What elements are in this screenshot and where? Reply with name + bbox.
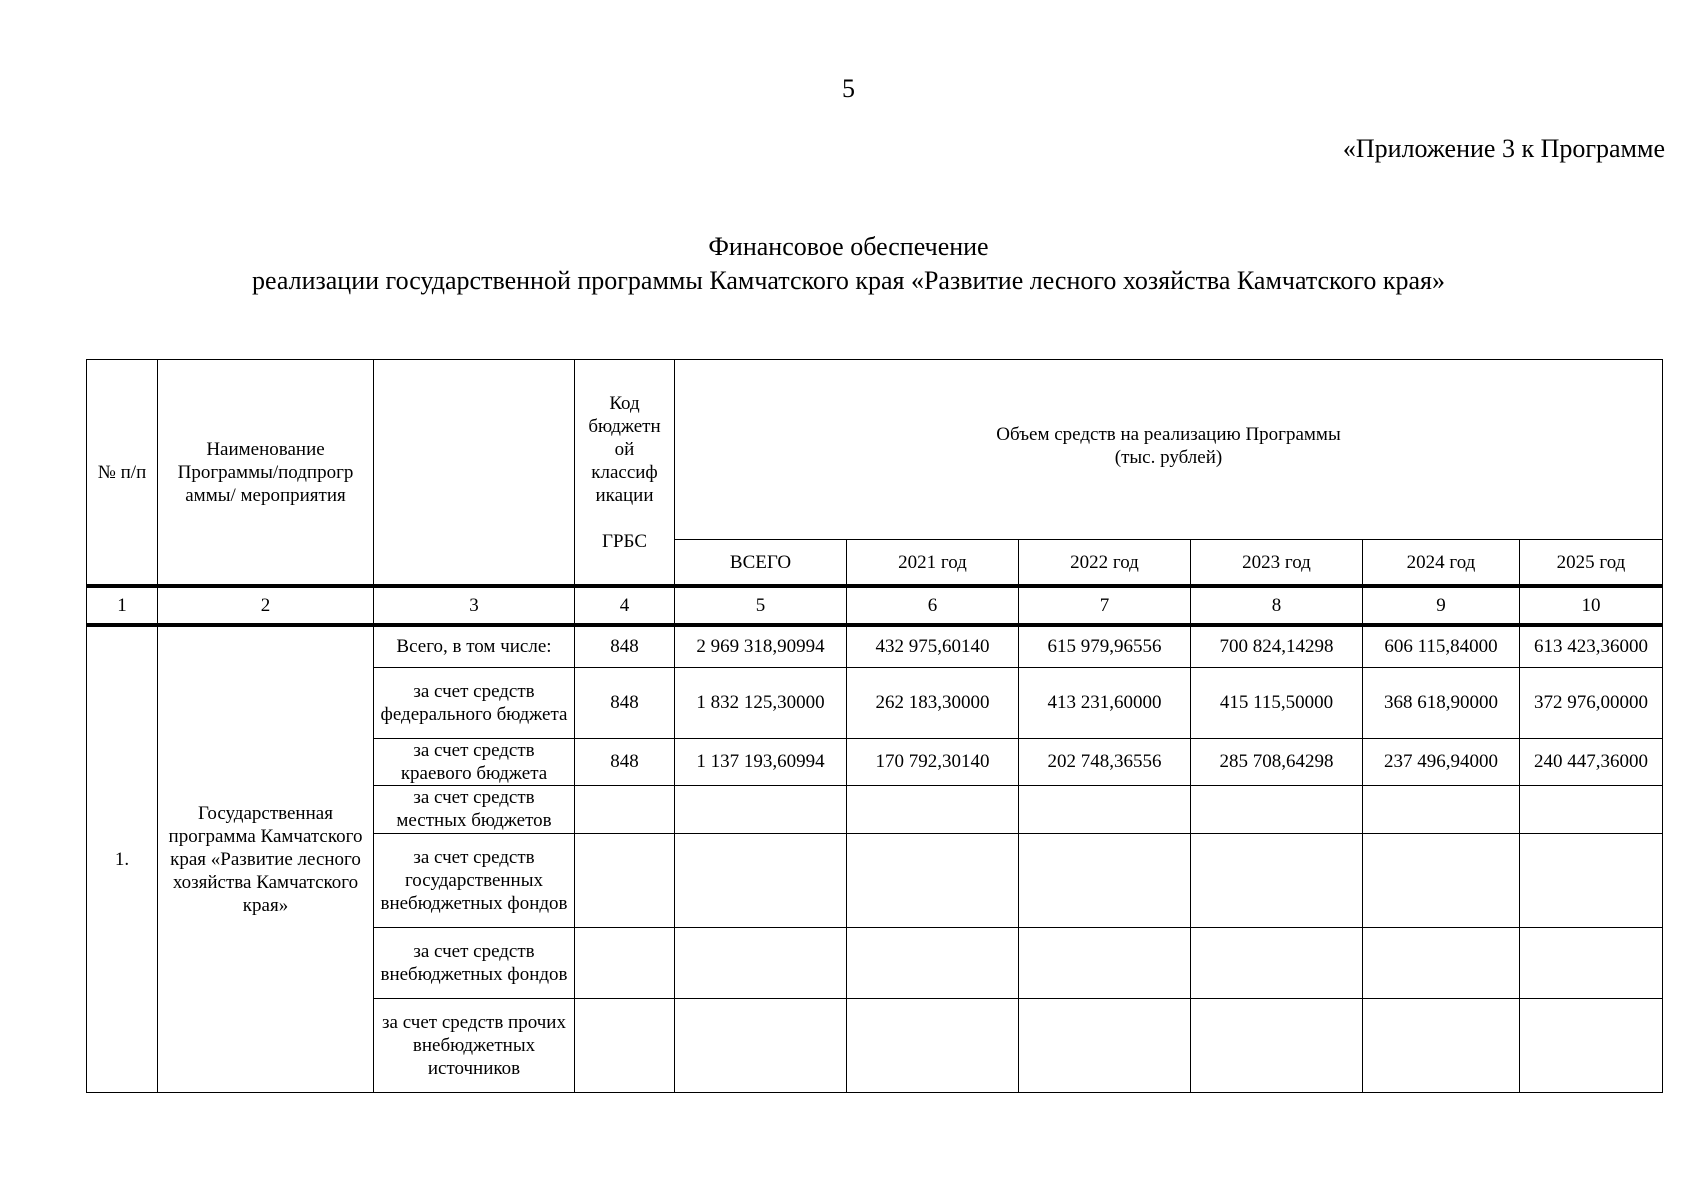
value-2023 <box>1191 998 1363 1092</box>
grbs-code <box>575 927 675 998</box>
value-total: 2 969 318,90994 <box>675 625 847 667</box>
value-2022 <box>1019 785 1191 833</box>
header-grbs: ГРБС <box>601 530 647 552</box>
page-number: 5 <box>842 74 855 103</box>
header-code: Код бюджетн ой классиф икации ГРБС <box>575 360 675 587</box>
header-year-2024: 2024 год <box>1363 540 1520 587</box>
header-volume: Объем средств на реализацию Программы (тыс. рублей) <box>675 360 1663 540</box>
value-2025: 240 447,36000 <box>1520 738 1663 785</box>
value-2022: 615 979,96556 <box>1019 625 1191 667</box>
funding-source: за счет средств краевого бюджета <box>374 738 575 785</box>
value-total: 1 832 125,30000 <box>675 667 847 738</box>
value-2022 <box>1019 833 1191 927</box>
funding-source: за счет средств государственных внебюджетных фондов <box>374 833 575 927</box>
value-2023 <box>1191 927 1363 998</box>
grbs-code <box>575 785 675 833</box>
header-year-2025: 2025 год <box>1520 540 1663 587</box>
funding-source: Всего, в том числе: <box>374 625 575 667</box>
financing-table <box>86 359 1663 1093</box>
value-2022: 202 748,36556 <box>1019 738 1191 785</box>
value-2025 <box>1520 833 1663 927</box>
column-number: 6 <box>847 586 1019 625</box>
header-year-2023: 2023 год <box>1191 540 1363 587</box>
value-2024: 237 496,94000 <box>1363 738 1520 785</box>
value-2022 <box>1019 998 1191 1092</box>
header-year-2022: 2022 год <box>1019 540 1191 587</box>
value-total <box>675 998 847 1092</box>
grbs-code <box>575 833 675 927</box>
header-name: Наименование Программы/подпрогр аммы/ мероприятия <box>158 360 374 587</box>
value-2022: 413 231,60000 <box>1019 667 1191 738</box>
grbs-code: 848 <box>575 738 675 785</box>
program-num: 1. <box>87 625 158 1092</box>
column-number: 8 <box>1191 586 1363 625</box>
funding-source: за счет средств федерального бюджета <box>374 667 575 738</box>
value-2023 <box>1191 785 1363 833</box>
header-year-2021: 2021 год <box>847 540 1019 587</box>
value-2022 <box>1019 927 1191 998</box>
appendix-label: «Приложение 3 к Программе <box>1342 134 1665 163</box>
value-total <box>675 927 847 998</box>
value-2023: 700 824,14298 <box>1191 625 1363 667</box>
value-2024: 368 618,90000 <box>1363 667 1520 738</box>
grbs-code <box>575 998 675 1092</box>
value-2025 <box>1520 927 1663 998</box>
column-number: 4 <box>575 586 675 625</box>
value-2025: 613 423,36000 <box>1520 625 1663 667</box>
value-2024 <box>1363 927 1520 998</box>
value-2023: 415 115,50000 <box>1191 667 1363 738</box>
column-number: 2 <box>158 586 374 625</box>
header-num: № п/п <box>87 360 158 587</box>
value-2025 <box>1520 998 1663 1092</box>
title-line-1: Финансовое обеспечение <box>708 232 989 261</box>
header-year-total: ВСЕГО <box>675 540 847 587</box>
value-2024: 606 115,84000 <box>1363 625 1520 667</box>
funding-source: за счет средств внебюджетных фондов <box>374 927 575 998</box>
column-number: 7 <box>1019 586 1191 625</box>
value-2023: 285 708,64298 <box>1191 738 1363 785</box>
grbs-code: 848 <box>575 625 675 667</box>
funding-source: за счет средств прочих внебюджетных источников <box>374 998 575 1092</box>
grbs-code: 848 <box>575 667 675 738</box>
value-2021: 432 975,60140 <box>847 625 1019 667</box>
value-2021: 262 183,30000 <box>847 667 1019 738</box>
value-total <box>675 833 847 927</box>
value-2021 <box>847 998 1019 1092</box>
value-2024 <box>1363 785 1520 833</box>
value-total <box>675 785 847 833</box>
column-number: 5 <box>675 586 847 625</box>
program-name: Государственная программа Камчатского края «Развитие лесного хозяйства Камчатского края» <box>158 625 374 1092</box>
column-number: 9 <box>1363 586 1520 625</box>
document-title <box>0 230 1697 298</box>
value-2021: 170 792,30140 <box>847 738 1019 785</box>
value-2021 <box>847 927 1019 998</box>
column-number: 1 <box>87 586 158 625</box>
column-number: 10 <box>1520 586 1663 625</box>
funding-source: за счет средств местных бюджетов <box>374 785 575 833</box>
value-2023 <box>1191 833 1363 927</box>
title-line-2: реализации государственной программы Камчатского края «Развитие лесного хозяйства Камчатского края» <box>251 266 1446 295</box>
header-col3 <box>374 360 575 587</box>
value-2025: 372 976,00000 <box>1520 667 1663 738</box>
value-2025 <box>1520 785 1663 833</box>
value-2024 <box>1363 998 1520 1092</box>
value-2024 <box>1363 833 1520 927</box>
column-number: 3 <box>374 586 575 625</box>
value-total: 1 137 193,60994 <box>675 738 847 785</box>
value-2021 <box>847 785 1019 833</box>
value-2021 <box>847 833 1019 927</box>
